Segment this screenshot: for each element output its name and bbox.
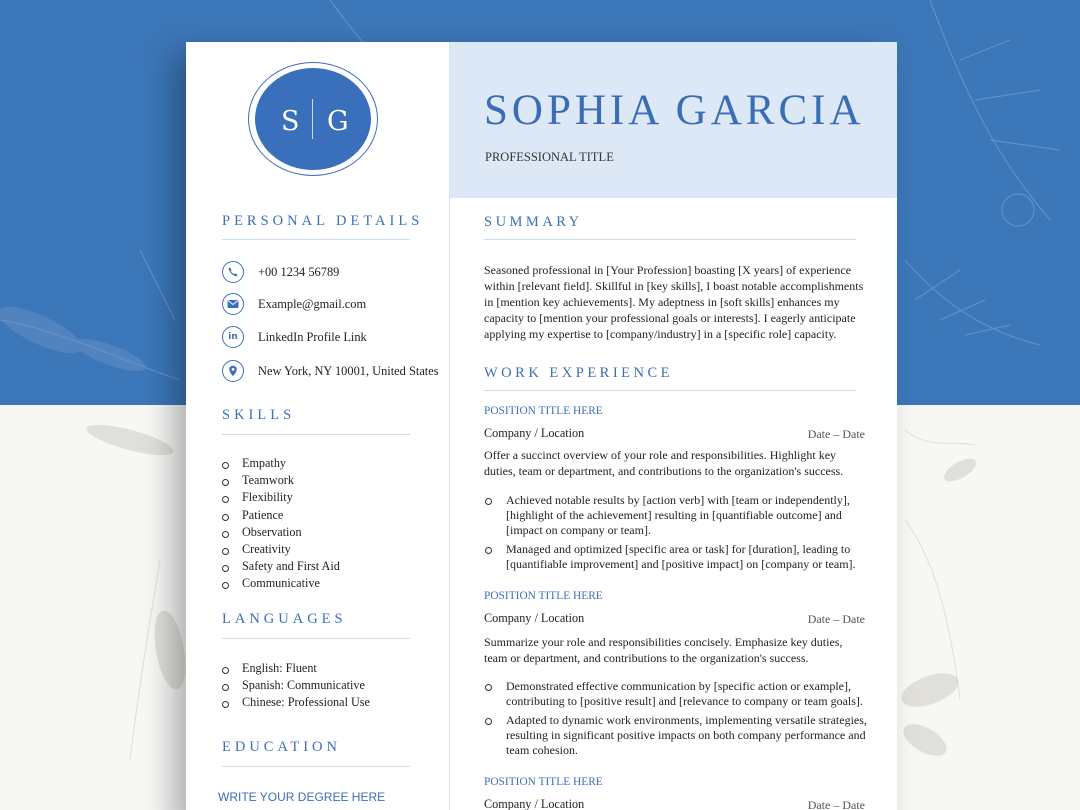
list-item: Chinese: Professional Use — [222, 695, 370, 712]
education-heading: EDUCATION — [222, 739, 341, 755]
position-title: POSITION TITLE HERE — [484, 590, 603, 602]
languages-heading: LANGUAGES — [222, 611, 347, 627]
resume-main — [450, 42, 897, 810]
company-location: Company / Location — [484, 611, 585, 625]
degree-title: WRITE YOUR DEGREE HERE — [218, 790, 386, 804]
list-item: Spanish: Communicative — [222, 678, 370, 695]
resume-document — [186, 42, 897, 810]
personal-details-heading: PERSONAL DETAILS — [222, 213, 424, 229]
email-text: Example@gmail.com — [258, 296, 367, 311]
list-item: Safety and First Aid — [222, 559, 340, 576]
location-icon — [222, 360, 244, 382]
summary-text: Seasoned professional in [Your Profession] boasting [X years] of experience within [relevant field]. Skillful in [key skills], I boast notable accomplishments in [mention key achievements]. My adeptness in [soft skills] enhances my capacity to [mention your professional goals or interests]. I eagerly anticipate applying my expertise to [company/industry] in a [specific role] capacity. — [484, 263, 864, 341]
skills-list — [222, 456, 340, 594]
list-item: Managed and optimized [specific area or task] for [duration], leading to [quantifiable improvement] and [positive impact] on [company or team]. — [484, 542, 868, 572]
contact-email — [222, 293, 366, 315]
contact-phone — [222, 261, 339, 283]
email-icon — [222, 293, 244, 315]
list-item: Communicative — [222, 576, 340, 593]
position-date: Date – Date — [807, 612, 865, 626]
skills-heading: SKILLS — [222, 407, 296, 423]
section-divider — [222, 766, 410, 767]
monogram-badge — [248, 62, 378, 176]
position-title: POSITION TITLE HERE — [484, 405, 603, 417]
contact-location — [222, 360, 439, 382]
list-item: Achieved notable results by [action verb] with [team or independently], [highlight of the achievement] resulting in [quantifiable outcome] and [impact on company or team]. — [484, 493, 868, 538]
company-location: Company / Location — [484, 797, 585, 810]
list-item: Empathy — [222, 456, 340, 473]
position-title: POSITION TITLE HERE — [484, 776, 603, 788]
monogram-divider — [312, 99, 313, 139]
monogram-second-letter: G — [327, 106, 349, 137]
summary-heading: SUMMARY — [484, 214, 583, 230]
linkedin-icon: in — [222, 326, 244, 348]
section-divider — [484, 390, 856, 391]
section-divider — [484, 239, 856, 240]
list-item: Patience — [222, 508, 340, 525]
candidate-name: SOPHIA GARCIA — [484, 87, 865, 134]
contact-linkedin — [222, 326, 367, 348]
list-item: English: Fluent — [222, 661, 370, 678]
list-item: Creativity — [222, 542, 340, 559]
company-location: Company / Location — [484, 426, 585, 440]
work-experience-heading: WORK EXPERIENCE — [484, 365, 674, 381]
resume-sidebar — [186, 42, 450, 810]
list-item: Demonstrated effective communication by [specific action or example], contributing to [positive result] and [relevance to company or team goals]. — [484, 679, 868, 709]
position-description: Offer a succinct overview of your role and responsibilities. Highlight key duties, team or department, and contributions to the organization's success. — [484, 448, 844, 478]
section-divider — [222, 434, 410, 435]
list-item: Observation — [222, 525, 340, 542]
position-description: Summarize your role and responsibilities concisely. Emphasize key duties, team or department, and contributions to the organization's success. — [484, 635, 843, 665]
list-item: Adapted to dynamic work environments, implementing versatile strategies, resulting in significant positive impacts on both company performance and team cohesion. — [484, 713, 868, 758]
position-date: Date – Date — [807, 427, 865, 441]
section-divider — [222, 638, 410, 639]
languages-list — [222, 661, 370, 713]
professional-title: PROFESSIONAL TITLE — [485, 150, 614, 164]
location-text: New York, NY 10001, United States — [258, 363, 439, 378]
linkedin-text: LinkedIn Profile Link — [258, 329, 367, 344]
list-item: Teamwork — [222, 473, 340, 490]
section-divider — [222, 239, 410, 240]
phone-text: +00 1234 56789 — [258, 264, 340, 279]
phone-icon — [222, 261, 244, 283]
position-date: Date – Date — [807, 798, 865, 810]
header-band — [450, 42, 897, 198]
monogram-first-letter: S — [281, 106, 300, 137]
list-item: Flexibility — [222, 490, 340, 507]
